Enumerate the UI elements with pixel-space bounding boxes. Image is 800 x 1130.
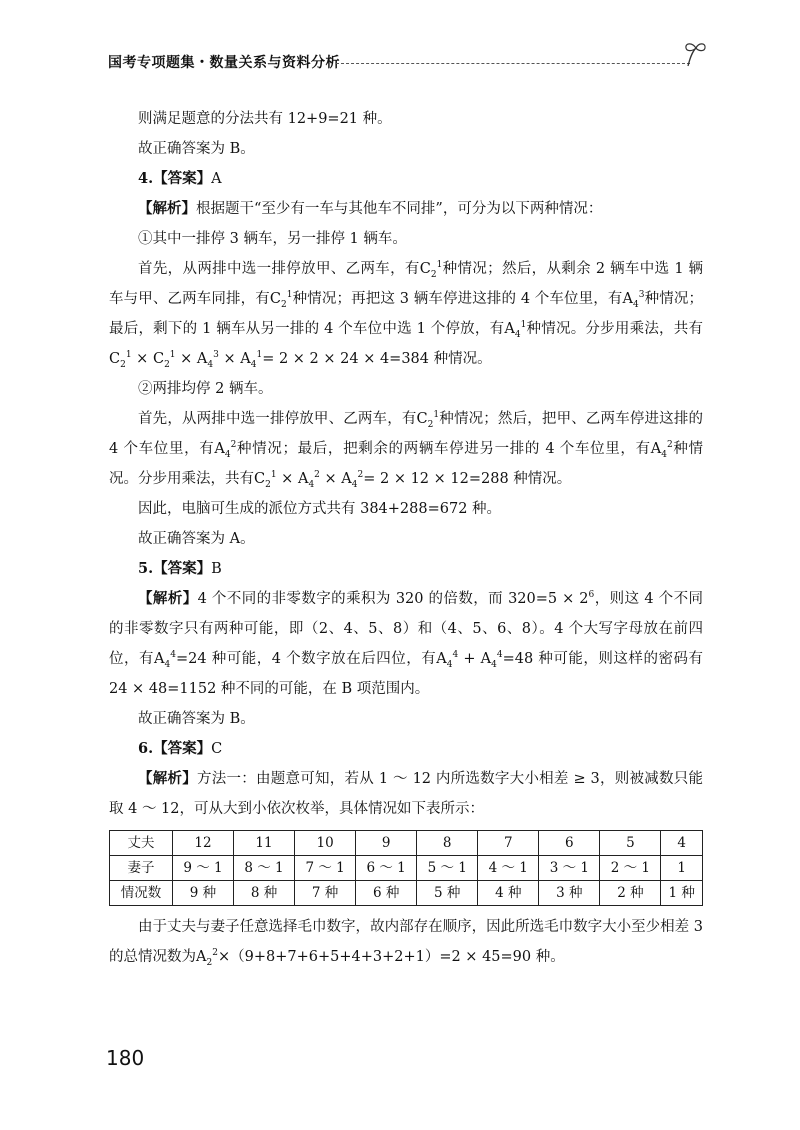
math-sub: 2 — [206, 957, 213, 968]
table-cell: 9 种 — [172, 881, 233, 906]
paragraph-text: 种情况；再把这 3 辆车停进这排的 4 个车位里，有 — [292, 291, 623, 307]
formula — [650, 440, 673, 460]
paragraph: 则满足题意的分法共有 12+9=21 种。 — [138, 111, 392, 127]
math-symbol: A — [622, 291, 634, 307]
paragraph — [109, 584, 703, 704]
table-cell: 6 ～ 1 — [356, 856, 417, 881]
table-cell: 1 — [661, 856, 703, 881]
math-symbol: A — [480, 651, 492, 667]
table-cell: 5 种 — [417, 881, 478, 906]
math-sub: 2 — [164, 359, 170, 370]
paragraph-text: = 2 × 12 × 12=288 种情况。 — [363, 471, 572, 487]
math-sub: 4 — [308, 479, 315, 490]
math-symbol: C — [269, 291, 282, 307]
math-sup: 1 — [436, 260, 443, 271]
math-sup: 1 — [520, 320, 527, 331]
math-sub: 2 — [265, 479, 271, 490]
paragraph-text: 根据题干“至少有一车与其他车不同排”，可分为以下两种情况： — [196, 201, 603, 217]
case-heading: ②两排均停 2 辆车。 — [138, 381, 273, 397]
paragraph-text: 种情况；最后，把剩余的两辆车停进另一排的 4 个车位里，有 — [236, 441, 651, 457]
math-sup: 1 — [169, 350, 176, 361]
math-symbol: A — [196, 351, 208, 367]
paragraph: 故正确答案为 B。 — [138, 141, 255, 157]
formula — [214, 440, 237, 460]
paragraph-text: 种情况；最后，剩下的 1 辆车从另一排的 4 个车位中选 1 个停放，有 — [109, 291, 704, 337]
math-sup: 1 — [125, 350, 132, 361]
table-cell: 3 种 — [539, 881, 600, 906]
math-sub: 4 — [491, 659, 497, 670]
math-operator: × — [218, 351, 241, 367]
math-symbol: A — [196, 949, 207, 965]
math-symbol: A — [240, 351, 251, 367]
paragraph-text: ×（9+8+7+6+5+4+3+2+1）=2 × 45=90 种。 — [217, 949, 565, 965]
math-sup: 3 — [213, 350, 219, 361]
table-cell: 5 ～ 1 — [417, 856, 478, 881]
math-symbol: C — [416, 411, 428, 427]
answer-label: 4.【答案】 — [138, 170, 212, 187]
answer-label: 6.【答案】 — [138, 740, 212, 757]
math-sup: 3 — [638, 290, 645, 301]
running-header — [108, 48, 708, 78]
math-symbol: A — [297, 471, 309, 487]
math-sub: 4 — [224, 449, 231, 460]
math-symbol: C — [152, 351, 165, 367]
math-sub: 2 — [281, 299, 287, 310]
paragraph-text: 由于丈夫与妻子任意选择毛巾数字，故内部存在顺序，因此所选毛巾数字大小至少相差 3 的总情况数为 — [109, 919, 703, 965]
row-label: 情况数 — [110, 881, 173, 906]
math-sub: 4 — [661, 449, 667, 460]
row-label: 妻子 — [110, 856, 173, 881]
paragraph — [109, 254, 703, 374]
table-cell: 1 种 — [661, 881, 703, 906]
math-sup: 4 — [170, 650, 176, 661]
table-cell: 4 种 — [478, 881, 539, 906]
math-sup: 2 — [212, 948, 218, 959]
paragraph-text: 种情况；然后，把甲、乙两车停进这排的 4 个车位里，有 — [109, 411, 704, 457]
math-symbol: A — [341, 471, 352, 487]
header-rule — [336, 63, 690, 64]
answer-letter: B — [211, 561, 222, 577]
formula — [436, 650, 503, 670]
paragraph: 故正确答案为 A。 — [138, 531, 255, 547]
paragraph-text: 种情况。分步用乘法，共有 — [109, 441, 703, 487]
page-number: 180 — [106, 1046, 145, 1070]
paragraph — [109, 404, 703, 494]
table-cell: 8 ～ 1 — [233, 856, 294, 881]
formula — [504, 320, 527, 340]
analysis-label: 【解析】 — [138, 770, 198, 787]
page-body — [109, 104, 703, 972]
math-symbol: C — [254, 471, 266, 487]
math-sup: 6 — [588, 590, 595, 601]
analysis-label: 【解析】 — [138, 590, 198, 607]
math-sup: 4 — [452, 650, 459, 661]
math-sub: 4 — [164, 659, 171, 670]
table-cell: 2 种 — [600, 881, 661, 906]
formula — [269, 290, 293, 310]
math-sup: 2 — [666, 440, 673, 451]
paragraph — [109, 764, 703, 824]
paragraph-text: 种情况；然后，从剩余 2 辆车中选 1 辆车与甲、乙两车同排，有 — [109, 261, 703, 307]
paragraph-text: = 2 × 2 × 24 × 4=384 种情况。 — [262, 351, 492, 367]
math-sup: 1 — [270, 470, 277, 481]
table-cell: 4 ～ 1 — [478, 856, 539, 881]
math-symbol: C — [419, 261, 431, 277]
table-cell: 5 — [600, 831, 661, 856]
math-operator: × — [319, 471, 342, 487]
answer-heading-4 — [109, 164, 703, 194]
math-symbol: A — [154, 651, 165, 667]
table-cell: 9 ～ 1 — [172, 856, 233, 881]
math-sub: 4 — [514, 329, 521, 340]
formula — [254, 470, 364, 490]
formula — [109, 350, 263, 370]
answer-letter: C — [211, 741, 223, 757]
table-cell: 6 种 — [356, 881, 417, 906]
math-operator: × — [131, 351, 153, 367]
row-label: 丈夫 — [110, 831, 173, 856]
table-row — [110, 881, 703, 906]
math-operator: × — [175, 351, 197, 367]
math-sub: 4 — [250, 359, 257, 370]
paragraph-text: ，则这 4 个不同的非零数字只有两种可能，即（2、4、5、8）和（4、5、6、8）。4 个大写字母放在前四位，有 — [109, 591, 703, 667]
math-sub: 4 — [446, 659, 453, 670]
math-sub: 4 — [633, 299, 639, 310]
math-sub: 2 — [427, 419, 434, 430]
formula — [154, 650, 176, 670]
paragraph — [109, 194, 703, 224]
analysis-label: 【解析】 — [138, 200, 196, 217]
answer-heading-5 — [109, 554, 703, 584]
formula — [622, 290, 645, 310]
table-cell: 4 — [661, 831, 703, 856]
table-cell: 8 种 — [233, 881, 294, 906]
table-cell: 11 — [233, 831, 294, 856]
enumeration-table — [109, 830, 703, 906]
paragraph-text: 方法一：由题意可知，若从 1 ～ 12 内所选数字大小相差 ≥ 3，则被减数只能取 4 ～ 12，可从大到小依次枚举，具体情况如下表所示： — [109, 771, 704, 817]
table-cell: 9 — [356, 831, 417, 856]
header-title: 国考专项题集・数量关系与资料分析 — [108, 55, 340, 71]
table-cell: 6 — [539, 831, 600, 856]
math-sup: 4 — [496, 650, 503, 661]
answer-heading-6 — [109, 734, 703, 764]
formula — [419, 260, 443, 280]
math-symbol: A — [504, 321, 515, 337]
answer-letter: A — [211, 171, 222, 187]
formula — [416, 410, 440, 430]
table-cell: 7 ～ 1 — [295, 856, 356, 881]
paragraph-text: 首先，从两排中选一排停放甲、乙两车，有 — [138, 261, 420, 277]
math-operator: × — [276, 471, 298, 487]
formula — [196, 948, 218, 968]
paragraph-text: 4 个不同的非零数字的乘积为 320 的倍数，而 320=5 × 2 — [197, 591, 589, 607]
table-row — [110, 831, 703, 856]
paragraph-text: 首先，从两排中选一排停放甲、乙两车，有 — [138, 411, 417, 427]
math-symbol: A — [214, 441, 225, 457]
paragraph-text: =24 种可能，4 个数字放在后四位，有 — [176, 651, 437, 667]
answer-label: 5.【答案】 — [138, 560, 212, 577]
table-cell: 7 种 — [295, 881, 356, 906]
table-row — [110, 856, 703, 881]
math-sup: 1 — [286, 290, 293, 301]
math-sub: 4 — [351, 479, 358, 490]
math-sub: 4 — [207, 359, 214, 370]
paragraph-text: 种情况。分步用乘法，共有 — [526, 321, 703, 337]
sprout-icon — [682, 40, 708, 70]
math-sup: 2 — [314, 470, 320, 481]
table-cell: 8 — [417, 831, 478, 856]
math-sup: 1 — [433, 410, 440, 421]
math-symbol: A — [436, 651, 447, 667]
table-cell: 12 — [172, 831, 233, 856]
paragraph: 故正确答案为 B。 — [138, 711, 255, 727]
paragraph — [109, 912, 703, 972]
math-sub: 2 — [430, 269, 437, 280]
case-heading: ①其中一排停 3 辆车，另一排停 1 辆车。 — [138, 231, 407, 247]
paragraph-text: =48 种可能，则这样的密码有 24 × 48=1152 种不同的可能，在 B 项范围内。 — [109, 651, 703, 697]
math-sup: 1 — [256, 350, 263, 361]
table-cell: 3 ～ 1 — [539, 856, 600, 881]
table-cell: 10 — [295, 831, 356, 856]
math-sup: 2 — [230, 440, 237, 451]
table-cell: 7 — [478, 831, 539, 856]
paragraph: 因此，电脑可生成的派位方式共有 384+288=672 种。 — [138, 501, 502, 517]
table-cell: 2 ～ 1 — [600, 856, 661, 881]
math-symbol: A — [650, 441, 662, 457]
math-symbol: C — [109, 351, 121, 367]
math-sup: 2 — [357, 470, 364, 481]
math-operator: + — [458, 651, 481, 667]
math-sub: 2 — [120, 359, 126, 370]
